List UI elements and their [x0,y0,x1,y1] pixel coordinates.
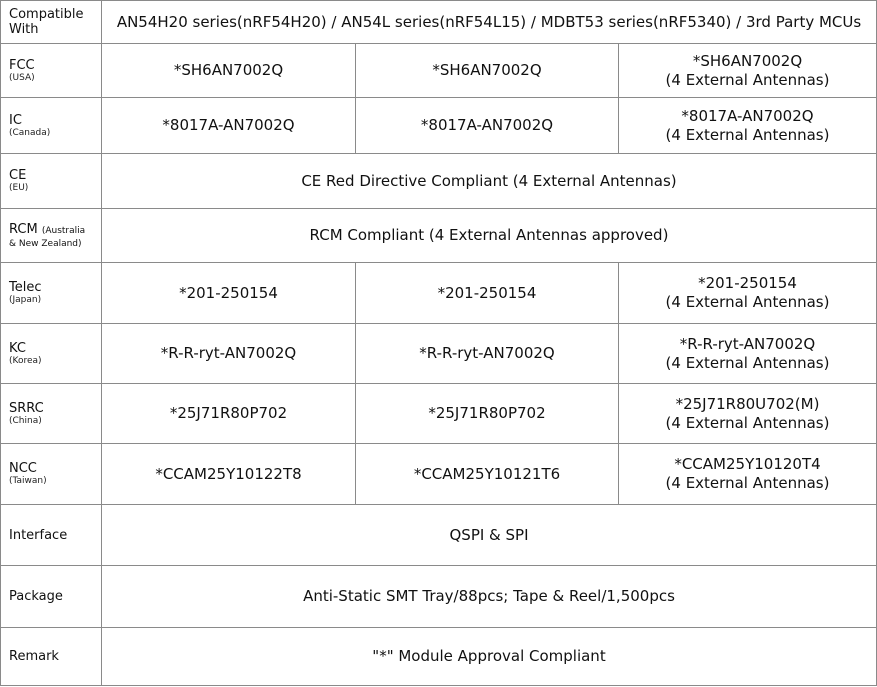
label-telec-sub: (Japan) [9,295,42,305]
label-telec-main: Telec [9,280,42,295]
fcc-col1: *SH6AN7002Q [102,44,356,98]
label-fcc-sub: (USA) [9,72,35,83]
row-telec [1,263,877,324]
label-ce [1,154,102,209]
row-interface [1,505,877,566]
srrc-col3 [619,384,877,444]
label-srrc [1,384,102,444]
label-interface: Interface [1,505,102,566]
row-kc [1,324,877,384]
label-ce-sub: (EU) [9,183,29,193]
label-ic-main: IC [9,112,22,128]
ncc-col3-id: *CCAM25Y10120T4 [674,455,821,473]
kc-col1: *R-R-ryt-AN7002Q [102,324,356,384]
row-ce [1,154,877,209]
value-compatible: AN54H20 series(nRF54H20) / AN54L series(nRF54L15) / MDBT53 series(nRF5340) / 3rd Party MCUs [102,1,877,44]
row-package [1,566,877,628]
ncc-col3-note: (4 External Antennas) [665,474,830,492]
row-ic [1,98,877,154]
fcc-col3-id: *SH6AN7002Q [692,51,803,70]
ic-col3 [619,98,877,154]
fcc-col3 [619,44,877,98]
label-fcc [1,44,102,98]
srrc-col3-note: (4 External Antennas) [665,413,830,432]
ic-col3-note: (4 External Antennas) [665,125,830,144]
kc-col3-note: (4 External Antennas) [665,353,830,372]
label-ncc [1,444,102,505]
value-rcm: RCM Compliant (4 External Antennas approved) [102,209,877,263]
label-package: Package [1,566,102,628]
label-compatible [1,1,102,44]
telec-col3-note: (4 External Antennas) [665,293,830,311]
telec-col1: *201-250154 [102,263,356,324]
label-ic [1,98,102,154]
telec-col2: *201-250154 [356,263,619,324]
label-rcm-sub1: (Australia [41,225,86,236]
ic-col3-id: *8017A-AN7002Q [681,106,814,125]
ic-col2: *8017A-AN7002Q [356,98,619,154]
label-kc-sub: (Korea) [9,355,42,366]
label-srrc-sub: (China) [9,415,42,426]
label-ic-sub: (Canada) [9,127,51,138]
label-srrc-main: SRRC [9,400,44,416]
label-rcm-sub2: & New Zealand) [9,238,82,249]
label-rcm-main: RCM [9,221,38,237]
label-remark: Remark [1,628,102,686]
row-compatible [1,1,877,44]
value-remark: "*" Module Approval Compliant [102,628,877,686]
row-srrc [1,384,877,444]
telec-col3 [619,263,877,324]
value-ce: CE Red Directive Compliant (4 External Antennas) [102,154,877,209]
label-ce-main: CE [9,168,27,183]
ncc-col2: *CCAM25Y10121T6 [356,444,619,505]
row-remark [1,628,877,686]
label-rcm [1,209,102,263]
kc-col3 [619,324,877,384]
label-kc-main: KC [9,340,26,356]
ncc-col1: *CCAM25Y10122T8 [102,444,356,505]
row-ncc [1,444,877,505]
label-telec [1,263,102,324]
label-fcc-main: FCC [9,57,35,73]
value-package: Anti-Static SMT Tray/88pcs; Tape & Reel/1,500pcs [102,566,877,628]
label-ncc-sub: (Taiwan) [9,476,47,486]
srrc-col2: *25J71R80P702 [356,384,619,444]
ic-col1: *8017A-AN7002Q [102,98,356,154]
kc-col3-id: *R-R-ryt-AN7002Q [679,334,816,353]
fcc-col2: *SH6AN7002Q [356,44,619,98]
label-ncc-main: NCC [9,461,37,476]
row-fcc [1,44,877,98]
telec-col3-id: *201-250154 [698,274,797,292]
srrc-col3-id: *25J71R80U702(M) [675,394,820,413]
fcc-col3-note: (4 External Antennas) [665,70,830,89]
label-kc [1,324,102,384]
label-compatible-text: Compatible With [9,7,84,37]
srrc-col1: *25J71R80P702 [102,384,356,444]
ncc-col3 [619,444,877,505]
row-rcm [1,209,877,263]
kc-col2: *R-R-ryt-AN7002Q [356,324,619,384]
value-interface: QSPI & SPI [102,505,877,566]
